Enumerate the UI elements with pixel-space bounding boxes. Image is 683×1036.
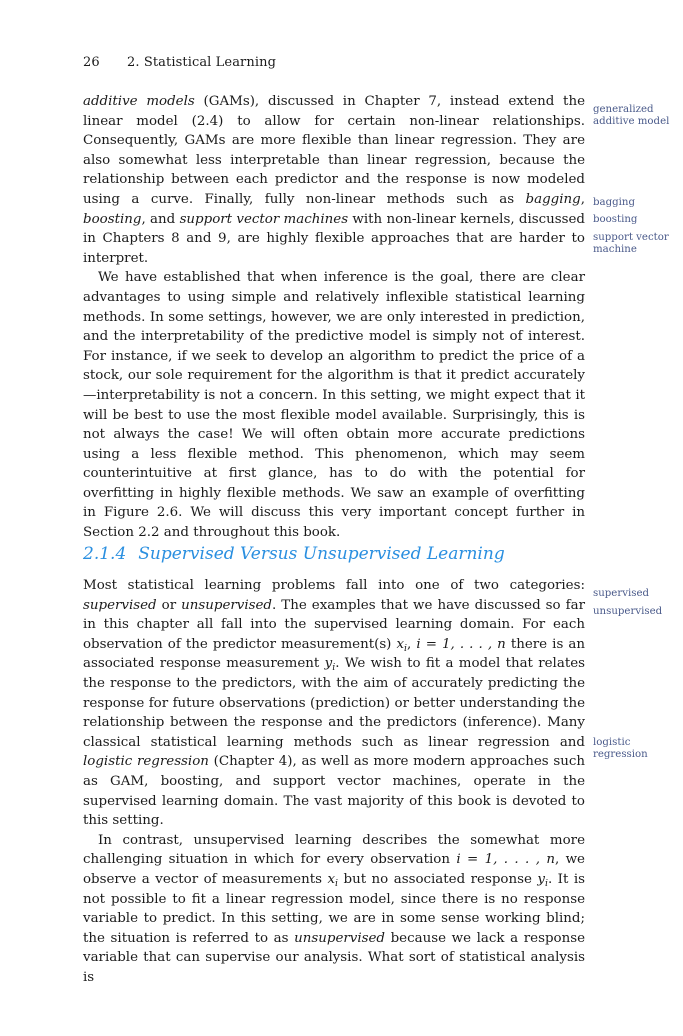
section-title-text: Supervised Versus Unsupervised Learning <box>138 544 505 564</box>
margin-note-supervised: supervised <box>593 588 650 599</box>
term-boosting: boosting <box>83 211 142 227</box>
paragraph-prediction: We have established that when inference is the goal, there are clear advantages to using simple and relatively inflexible statistical learning methods. In some settings, however, we are only interested in prediction, and the interpretability of the predictive model is simply not of interest. For instance, if we seek to develop an algorithm to predict the price of a stock, our sole requirement for the algorithm is that it predict accurately—interpretability is not a concern. In this setting, we might expect that it will be best to use the most flexible model available. Surprisingly, this is not always the case! We will often obtain more accurate predictions using a less flexible method. This phenomenon, which may seem counterintuitive at first glance, has to do with the potential for overfitting in highly flexible methods. We saw an example of overfitting in Figure 2.6. We will discuss this very important concept further in Section 2.2 and throughout this book. <box>83 270 585 541</box>
margin-note-support-vector-machine: support vector machine <box>593 232 669 255</box>
term-logistic-regression: logistic regression <box>83 754 209 770</box>
paragraph-unsupervised: In contrast, unsupervised learning describes the somewhat more challenging situation in which for every observation i = 1, . . . , n, we observe a vector of measurements $x_i$ but no associated response $y_i$. It is not possible to fit a linear regression model, since there is no response variable to predict. In this setting, we are in some sense working blind; the situation is referred to as unsupervised because we lack a response variable that can supervise our analysis. What sort of statistical analysis is <box>83 832 586 985</box>
section-heading <box>83 544 505 564</box>
paragraph-gams: additive models (GAMs), discussed in Chapter 7, instead extend the linear model (2.4) to allow for certain non-linear relationships. Consequently, GAMs are more flexible than linear regression. They are also somewhat less interpretable than linear regression, because the relationship between each predictor and the response is now modeled using a curve. Finally, fully non-linear methods such as bagging, boosting, and support vector machines with non-linear kernels, discussed in Chapters 8 and 9, are highly flexible approaches that are harder to interpret. <box>83 94 586 266</box>
term-unsupervised-2: unsupervised <box>294 930 385 946</box>
page-number: 26 <box>83 55 100 70</box>
math-x-i: $x_i$ <box>396 636 408 654</box>
math-y-i: $y_i$ <box>537 871 548 889</box>
margin-note-boosting: boosting <box>593 214 638 225</box>
math-y-i: $y_i$ <box>324 656 336 674</box>
term-bagging: bagging <box>525 191 581 207</box>
margin-note-logistic-regression: logistic regression <box>593 737 648 760</box>
running-header <box>83 55 276 70</box>
chapter-title: 2. Statistical Learning <box>127 55 276 70</box>
math-x-i: $x_i$ <box>327 871 339 889</box>
term-support-vector-machines: support vector machines <box>179 211 349 227</box>
term-supervised: supervised <box>83 597 157 613</box>
math-index-range: i = 1, . . . , n <box>416 636 506 652</box>
paragraph-supervised: Most statistical learning problems fall into one of two categories: supervised or unsupervised. The examples that we have discussed so far in this chapter all fall into the supervised learning domain. For each observation of the predictor measurement(s) $x_i$, i = 1, . . . , n there is an associated response measurement $y_i$. We wish to fit a model that relates the response to the predictors, with the aim of accurately predicting the response for future observations (prediction) or better understanding the relationship between the response and the predictors (inference). Many classical statistical learning methods such as linear regression and logistic regression (Chapter 4), as well as more modern approaches such as GAM, boosting, and support vector machines, operate in the supervised learning domain. The vast majority of this book is devoted to this setting. <box>83 578 585 829</box>
term-unsupervised: unsupervised <box>181 597 272 613</box>
margin-note-bagging: bagging <box>593 197 635 208</box>
section-number: 2.1.4 <box>83 544 127 564</box>
math-index-range: i = 1, . . . , n <box>456 852 555 868</box>
term-additive-models: additive models <box>83 94 195 109</box>
margin-note-generalized-additive-model: generalized additive model <box>593 104 670 127</box>
text-block-bottom <box>83 576 585 987</box>
text-block-top <box>83 92 585 543</box>
margin-note-unsupervised: unsupervised <box>593 606 663 617</box>
